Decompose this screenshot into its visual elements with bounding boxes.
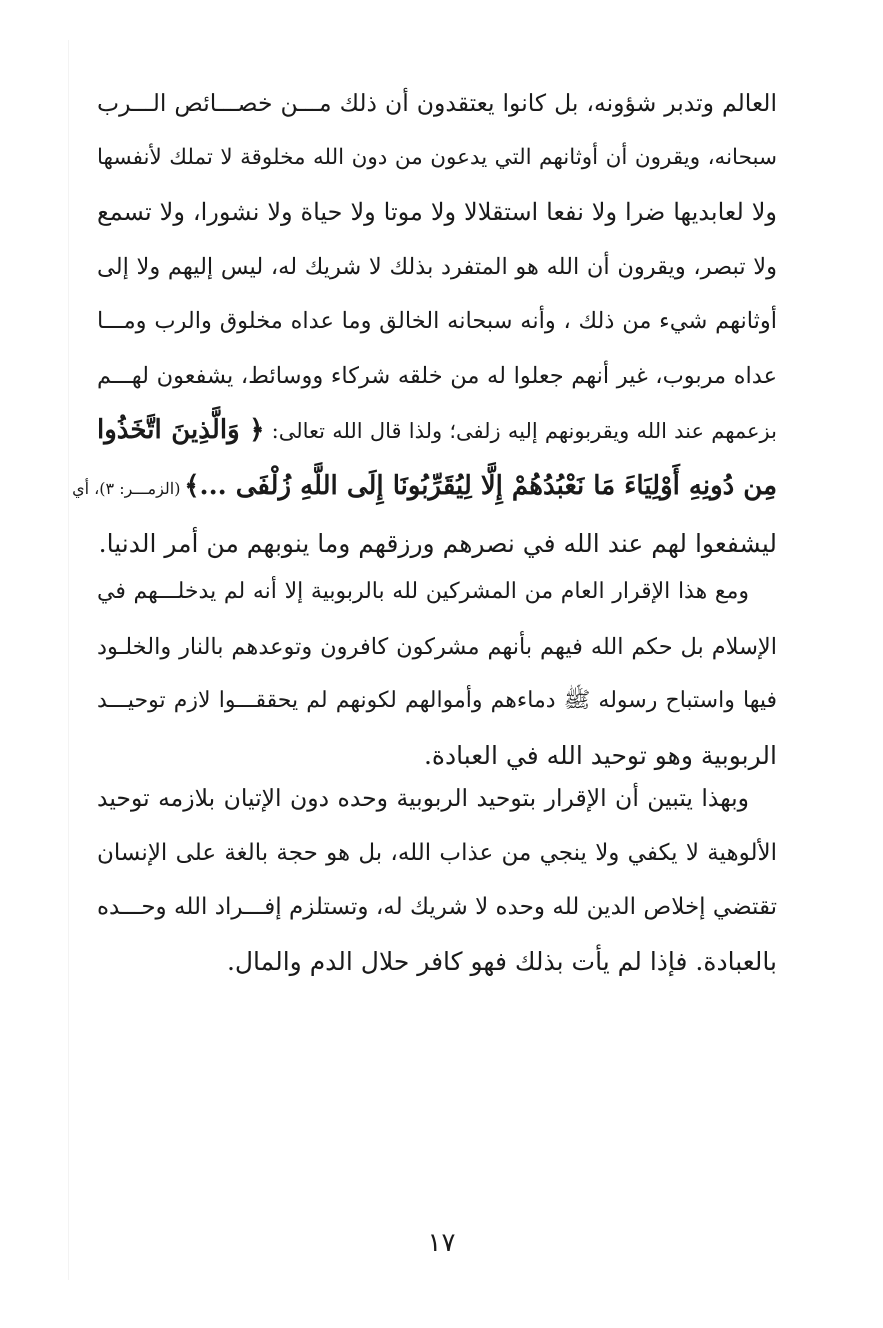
text-line: تقتضي إخلاص الدين لله وحده لا شريك له، وتستلزم إفـــراد الله وحـــده — [97, 894, 777, 920]
quran-verse-start: ﴿ وَالَّذِينَ اتَّخَذُوا — [97, 415, 265, 445]
page-number: ١٧ — [427, 1228, 456, 1258]
text-line: ولا لعابديها ضرا ولا نفعا استقلالا ولا موتا ولا حياة ولا نشورا، ولا تسمع — [97, 198, 778, 226]
text-line: الربوبية وهو توحيد الله في العبادة. — [423, 740, 777, 770]
text-line: الإسلام بل حكم الله فيهم بأنهم مشركون كافرون وتوعدهم بالنار والخلـود — [97, 633, 777, 660]
text-line: فيها واستباح رسوله ﷺ دماءهم وأموالهم لكونهم لم يحققـــوا لازم توحيـــد — [97, 688, 777, 713]
verse-reference: (الزمـــر: ٣)، أي — [72, 478, 181, 498]
text-line: عداه مربوب، غير أنهم جعلوا له من خلقه شركاء ووسائط، يشفعون لهـــم — [97, 362, 777, 389]
text-line: الألوهية لا يكفي ولا ينجي من عذاب الله، بل هو حجة بالغة على الإنسان — [97, 839, 777, 866]
text-line: ولا تبصر، ويقرون أن الله هو المتفرد بذلك لا شريك له، ليس إليهم ولا إلى — [97, 253, 777, 280]
text-line: بالعبادة. فإذا لم يأت بذلك فهو كافر حلال الدم والمال. — [226, 946, 777, 976]
paragraph-2 — [97, 565, 777, 783]
text-line-with-quran — [97, 403, 777, 459]
paragraph-1 — [72, 76, 778, 572]
paragraph-3 — [97, 771, 777, 989]
text-line: سبحانه، ويقرون أن أوثانهم التي يدعون من دون الله مخلوقة لا تملك لأنفسها — [97, 144, 777, 170]
text-line: ومع هذا الإقرار العام من المشركين لله بالربوبية إلا أنه لم يدخلـــهم في — [97, 579, 749, 604]
text-line: أوثانهم شيء من ذلك ، وأنه سبحانه الخالق وما عداه مخلوق والرب ومـــا — [97, 308, 777, 334]
text-line: العالم وتدبر شؤونه، بل كانوا يعتقدون أن ذلك مـــن خصـــائص الـــرب — [97, 89, 777, 117]
text-line-with-quran — [72, 459, 777, 518]
page-edge-shadow — [68, 40, 69, 1280]
text-line: وبهذا يتبين أن الإقرار بتوحيد الربوبية وحده دون الإتيان بلازمه توحيد — [97, 784, 749, 812]
text-line: ليشفعوا لهم عند الله في نصرهم ورزقهم وما ينوبهم من أمر الدنيا. — [98, 529, 777, 558]
quran-verse-end: مِن دُونِهِ أَوْلِيَاءَ مَا نَعْبُدُهُمْ إِلَّا لِيُقَرِّبُونَا إِلَى اللَّهِ زُلْفَى ...﴾ — [184, 470, 777, 501]
text-segment: بزعمهم عند الله ويقربونهم إليه زلفى؛ ولذا قال الله تعالى: — [271, 419, 777, 443]
